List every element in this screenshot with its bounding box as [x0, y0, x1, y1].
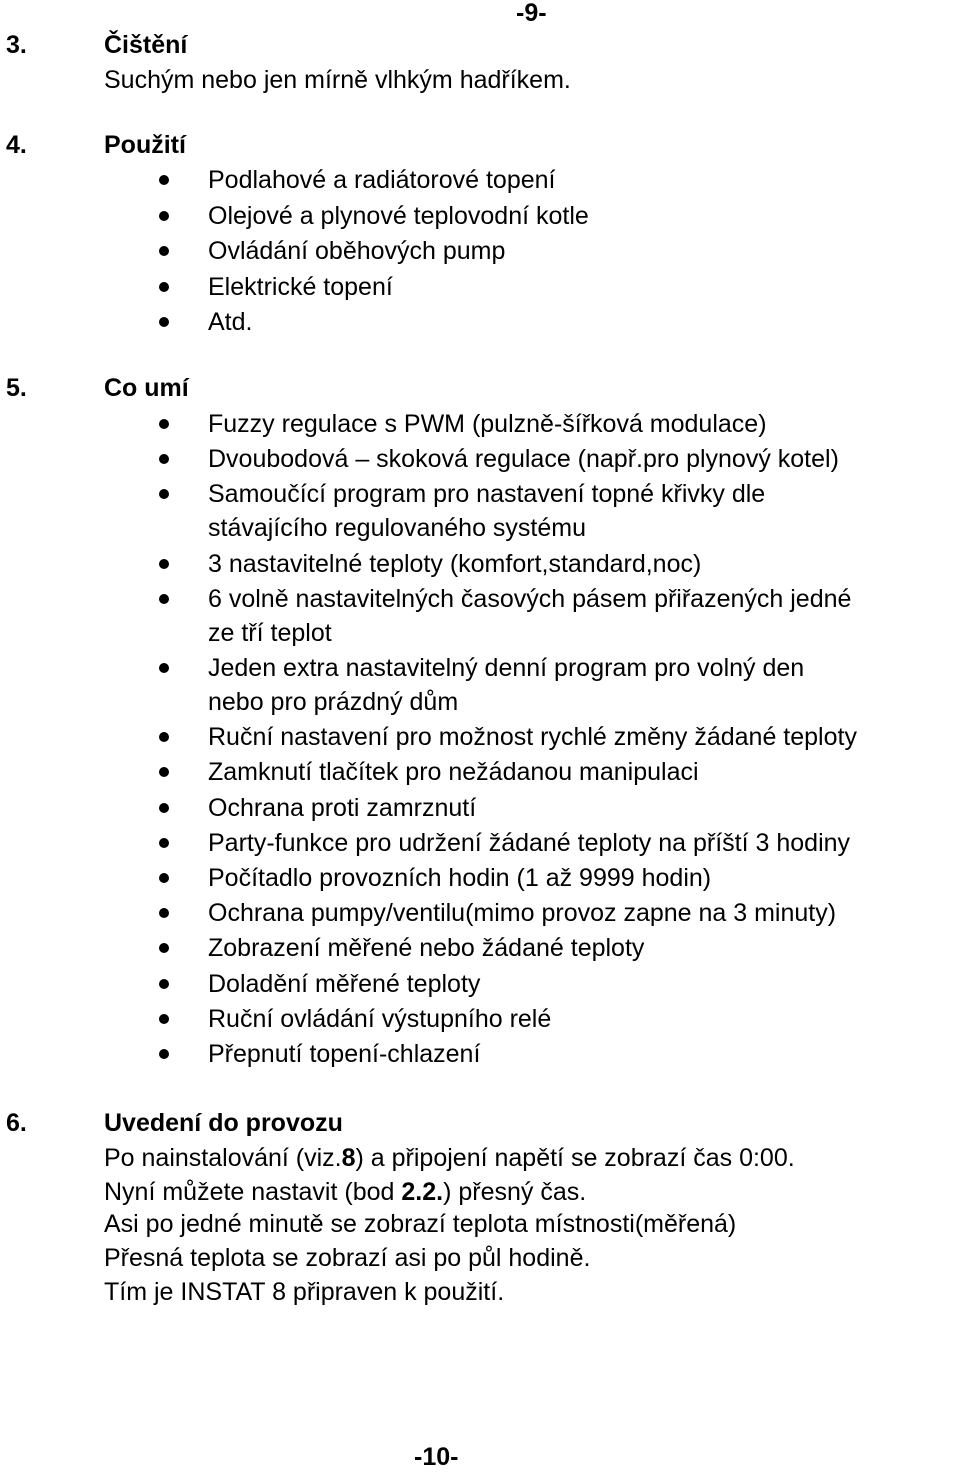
- list-item-text: nebo pro prázdný dům: [208, 688, 459, 716]
- list-item-text: Party-funkce pro udržení žádané teploty na příští 3 hodiny: [208, 828, 851, 857]
- bullet-icon: [159, 419, 169, 429]
- bullet-icon: [159, 594, 169, 604]
- list-item-text: Olejové a plynové teplovodní kotle: [208, 201, 589, 230]
- list-item-text: Fuzzy regulace s PWM (pulzně-šířková modulace): [208, 410, 767, 438]
- list-item-text: Ochrana proti zamrznutí: [208, 793, 477, 822]
- section-6-number: 6.: [6, 1109, 27, 1137]
- bullet-icon: [159, 803, 169, 813]
- bullet-icon: [159, 559, 169, 569]
- list-item-text: Ruční ovládání výstupního relé: [208, 1004, 552, 1033]
- bullet-icon: [159, 908, 169, 918]
- line-1-part-a: Po nainstalování (viz.: [104, 1144, 342, 1172]
- list-item-text: 6 volně nastavitelných časových pásem přiřazených jedné: [208, 584, 852, 613]
- section-3-number: 3.: [6, 31, 27, 59]
- section-5-title: Co umí: [104, 374, 189, 402]
- bullet-icon: [159, 1049, 169, 1059]
- list-item-text: 3 nastavitelné teploty (komfort,standard,noc): [208, 549, 702, 578]
- list-item-text: Ruční nastavení pro možnost rychlé změny žádané teploty: [208, 723, 857, 752]
- list-item-text: Podlahové a radiátorové topení: [208, 166, 556, 194]
- line-1-part-c: ) a připojení napětí se zobrazí čas 0:00.: [355, 1144, 795, 1172]
- list-item-text: Elektrické topení: [208, 272, 393, 301]
- list-item-text: Zamknutí tlačítek pro nežádanou manipulaci: [208, 758, 699, 787]
- section-5-number: 5.: [6, 374, 27, 402]
- list-item-text: Dvoubodová – skoková regulace (např.pro plynový kotel): [208, 445, 839, 474]
- section-6-line-3: Asi po jedné minutě se zobrazí teplota místnosti(měřená): [104, 1210, 737, 1238]
- section-4-number: 4.: [6, 131, 27, 159]
- section-3-text: Suchým nebo jen mírně vlhkým hadříkem.: [104, 66, 571, 94]
- bullet-icon: [159, 282, 169, 292]
- list-item-text: Ovládání oběhových pump: [208, 237, 506, 265]
- list-item-text: Zobrazení měřené nebo žádané teploty: [208, 934, 645, 963]
- section-6-line-1: [104, 1141, 795, 1175]
- list-item-text: Jeden extra nastavitelný denní program pro volný den: [208, 654, 805, 682]
- section-6-line-2: [104, 1175, 586, 1209]
- page-number-top: -9-: [516, 0, 547, 27]
- bullet-icon: [159, 1014, 169, 1024]
- page-number-bottom: -10-: [414, 1443, 459, 1471]
- list-item-text: Atd.: [208, 308, 253, 336]
- bullet-icon: [159, 838, 169, 848]
- line-2-ref: 2.2.: [401, 1178, 444, 1206]
- list-item-text: Počítadlo provozních hodin (1 až 9999 hodin): [208, 864, 712, 892]
- bullet-icon: [159, 979, 169, 989]
- list-item-text: stávajícího regulovaného systému: [208, 514, 586, 543]
- bullet-icon: [159, 489, 169, 499]
- bullet-icon: [159, 454, 169, 464]
- bullet-icon: [159, 663, 169, 673]
- bullet-icon: [159, 732, 169, 742]
- section-6-line-5: Tím je INSTAT 8 připraven k použití.: [104, 1278, 505, 1306]
- bullet-icon: [159, 873, 169, 883]
- section-6-line-4: Přesná teplota se zobrazí asi po půl hodině.: [104, 1244, 591, 1272]
- bullet-icon: [159, 211, 169, 221]
- line-2-part-a: Nyní můžete nastavit (bod: [104, 1178, 402, 1206]
- bullet-icon: [159, 175, 169, 185]
- list-item-text: Samoučící program pro nastavení topné křivky dle: [208, 480, 766, 509]
- list-item-text: Ochrana pumpy/ventilu(mimo provoz zapne na 3 minuty): [208, 899, 837, 928]
- list-item-text: Přepnutí topení-chlazení: [208, 1040, 481, 1068]
- list-item-text: ze tří teplot: [208, 618, 332, 647]
- bullet-icon: [159, 767, 169, 777]
- bullet-icon: [159, 943, 169, 953]
- list-item-text: Doladění měřené teploty: [208, 969, 481, 998]
- line-1-ref: 8: [341, 1144, 356, 1172]
- line-2-part-c: ) přesný čas.: [443, 1178, 587, 1206]
- bullet-icon: [159, 246, 169, 256]
- section-6-title: Uvedení do provozu: [104, 1109, 343, 1137]
- section-4-title: Použití: [104, 131, 186, 159]
- section-3-title: Čištění: [104, 31, 188, 59]
- bullet-icon: [159, 317, 169, 327]
